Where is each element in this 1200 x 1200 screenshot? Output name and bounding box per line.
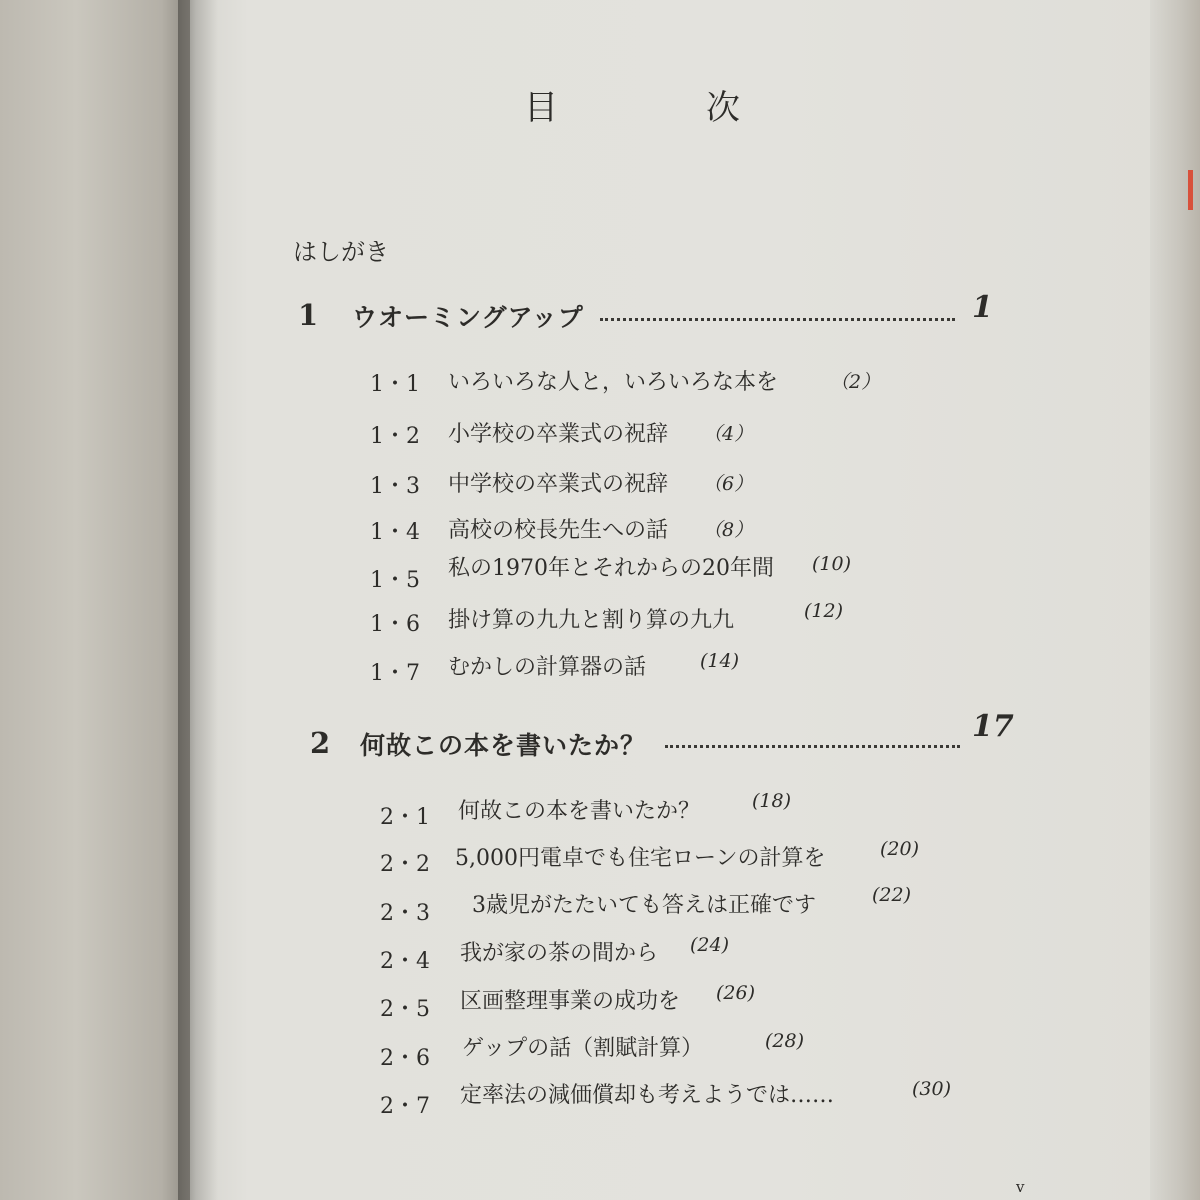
left-page: [0, 0, 190, 1200]
section-page: （8）: [703, 519, 754, 541]
section-title: 区画整理事業の成功を: [460, 989, 681, 1014]
section-number: 2・3: [380, 901, 430, 926]
section-page: (26): [716, 982, 756, 1004]
section-number: 1・6: [370, 612, 420, 637]
chapter-2-leader: [665, 745, 960, 748]
section-number: 2・5: [380, 997, 430, 1022]
section-page: (22): [872, 884, 912, 906]
section-title: むかしの計算器の話: [448, 655, 647, 680]
section-page: (24): [690, 934, 730, 956]
preface-entry: はしがき: [293, 238, 389, 266]
section-number: 2・7: [380, 1094, 430, 1119]
section-number: 1・1: [370, 372, 420, 397]
section-number: 1・5: [370, 568, 420, 593]
section-title: 3歳児がたたいても答えは正確です: [472, 893, 816, 918]
chapter-1-title: ウオーミングアップ: [352, 303, 584, 332]
section-title: 何故この本を書いたか？: [458, 799, 701, 824]
section-title: 小学校の卒業式の祝辞: [448, 422, 669, 447]
section-page: (28): [765, 1030, 805, 1052]
section-number: 2・6: [380, 1046, 430, 1071]
chapter-2-title: 何故この本を書いたか？: [360, 731, 647, 760]
page-folio: v: [1016, 1178, 1025, 1196]
section-page: （4）: [703, 423, 754, 445]
section-page: （6）: [703, 473, 754, 495]
section-number: 2・2: [380, 852, 430, 877]
toc-title-left: 目: [524, 88, 558, 128]
section-page: (30): [912, 1078, 952, 1100]
section-title: 中学校の卒業式の祝辞: [448, 472, 669, 497]
red-page-edge: [1188, 170, 1193, 210]
section-title: 私の1970年とそれからの20年間: [448, 556, 774, 581]
chapter-1-page: 1: [972, 290, 993, 325]
section-page: (18): [752, 790, 792, 812]
section-title: 5,000円電卓でも住宅ローンの計算を: [455, 846, 826, 871]
section-title: 掛け算の九九と割り算の九九: [448, 608, 735, 633]
chapter-1-leader: [600, 318, 955, 321]
section-title: 定率法の減価償却も考えようでは……: [460, 1083, 835, 1108]
chapter-2-page: 17: [972, 709, 1014, 744]
section-number: 1・3: [370, 474, 420, 499]
section-number: 1・2: [370, 424, 420, 449]
section-page: (12): [804, 600, 844, 622]
section-number: 1・4: [370, 520, 420, 545]
section-page: (10): [812, 553, 852, 575]
section-page: (20): [880, 838, 920, 860]
toc-page: [190, 0, 1170, 1200]
chapter-2-number: 2: [310, 726, 331, 760]
section-title: 高校の校長先生への話: [448, 518, 669, 543]
toc-title-right: 次: [706, 88, 740, 128]
section-number: 2・1: [380, 805, 430, 830]
section-page: (14): [700, 650, 740, 672]
section-page: （2）: [830, 371, 881, 393]
chapter-1-number: 1: [298, 298, 319, 332]
section-number: 1・7: [370, 661, 420, 686]
section-title: ゲップの話（割賦計算）: [462, 1036, 704, 1061]
book-gutter: [178, 0, 218, 1200]
section-title: 我が家の茶の間から: [460, 941, 659, 966]
section-title: いろいろな人と，いろいろな本を: [448, 370, 779, 395]
section-number: 2・4: [380, 949, 430, 974]
